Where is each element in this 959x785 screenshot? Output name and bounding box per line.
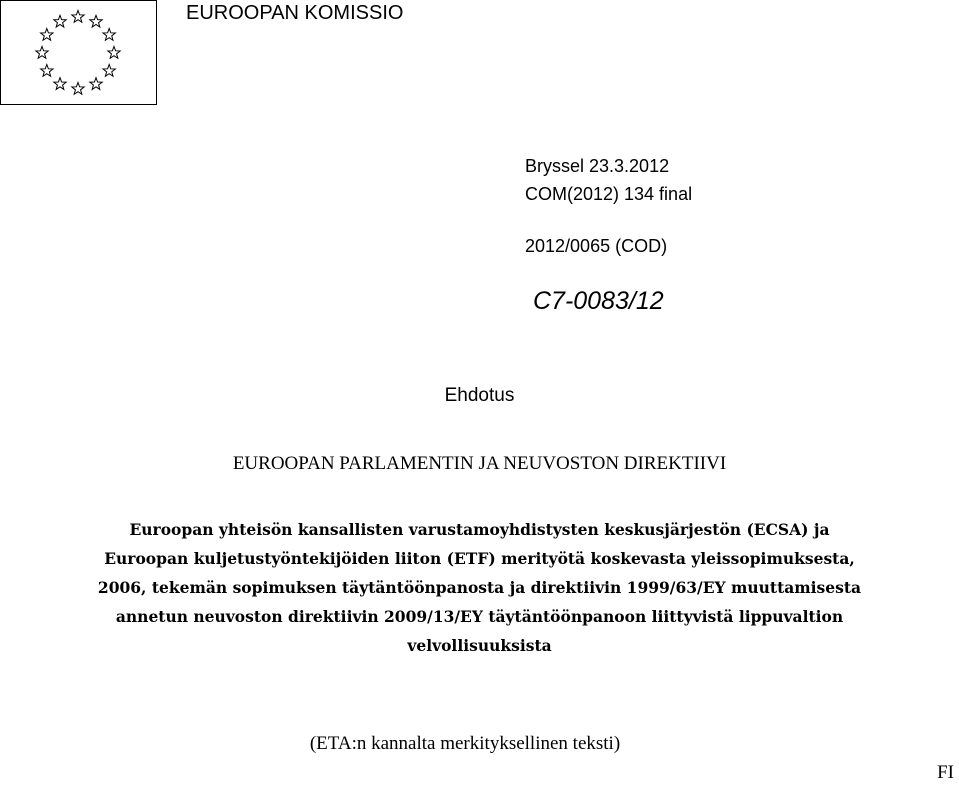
organization-name: EUROOPAN KOMISSIO xyxy=(186,2,404,24)
document-type: Ehdotus xyxy=(444,385,515,406)
flag-star-icon xyxy=(54,78,66,90)
flag-star-icon xyxy=(103,29,115,41)
flag-star-icon xyxy=(72,83,84,95)
flag-star-icon xyxy=(72,11,84,23)
subject-line: velvollisuuksista xyxy=(407,636,552,655)
subject-line: 2006, tekemän sopimuksen täytäntöönpanosta ja direktiivin 1999/63/EY muuttamisesta xyxy=(97,578,862,597)
flag-star-icon xyxy=(41,29,53,41)
subject-line: annetun neuvoston direktiivin 2009/13/EY täytäntöönpanoon liittyvistä lippuvaltion xyxy=(115,607,844,626)
directive-title: EUROOPAN PARLAMENTIN JA NEUVOSTON DIREKTIIVI xyxy=(232,453,727,474)
flag-star-icon xyxy=(36,47,48,59)
flag-star-icon xyxy=(90,15,102,27)
language-code: FI xyxy=(937,762,954,783)
subject-title xyxy=(5,515,954,660)
flag-star-icon xyxy=(90,78,102,90)
subject-line: Euroopan yhteisön kansallisten varustamoyhdistysten keskusjärjestön (ECSA) ja xyxy=(129,520,830,539)
eu-flag-stars-icon xyxy=(1,1,158,106)
com-number: COM(2012) 134 final xyxy=(525,184,693,204)
council-number: C7-0083/12 xyxy=(533,287,664,315)
eu-flag-logo xyxy=(0,0,157,105)
flag-star-icon xyxy=(103,65,115,77)
subject-line: Euroopan kuljetustyöntekijöiden liiton (ETF) merityötä koskevasta yleissopimuksesta, xyxy=(104,549,855,568)
procedure-number: 2012/0065 (COD) xyxy=(525,236,668,256)
place-date: Bryssel 23.3.2012 xyxy=(525,156,670,176)
flag-star-icon xyxy=(108,47,120,59)
flag-star-icon xyxy=(54,15,66,27)
flag-star-icon xyxy=(41,65,53,77)
eea-relevance-note: (ETA:n kannalta merkityksellinen teksti) xyxy=(309,733,621,754)
